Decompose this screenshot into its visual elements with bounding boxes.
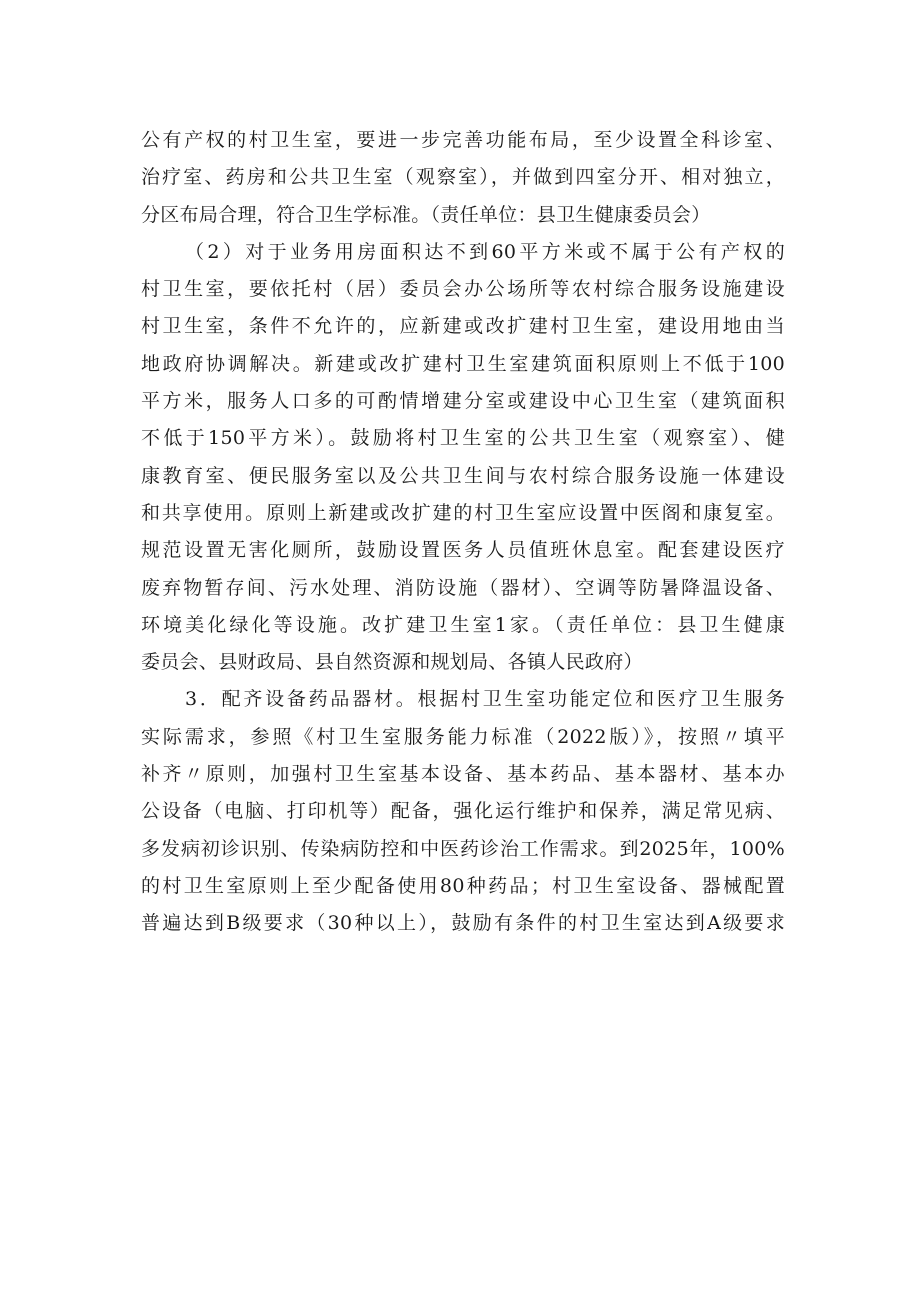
text-line: 分区布局合理，符合卫生学标准。（责任单位：县卫生健康委员会） — [141, 203, 711, 226]
document-body — [141, 122, 785, 943]
text-line: 公有产权的村卫生室，要进一步完善功能布局，至少设置全科诊室、 — [141, 129, 785, 151]
text-line: 环境美化绿化等设施。改扩建卫生室1家。（责任单位：县卫生健康 — [141, 613, 785, 636]
text-line: 废弃物暂存间、污水处理、消防设施（器材）、空调等防暑降温设备、 — [141, 576, 785, 599]
text-line: 村卫生室，要依托村（居）委员会办公场所等农村综合服务设施建设 — [141, 278, 785, 301]
text-line: 的村卫生室原则上至少配备使用80种药品；村卫生室设备、器械配置 — [141, 874, 785, 897]
text-line: 和共享使用。原则上新建或改扩建的村卫生室应设置中医阁和康复室。 — [141, 501, 785, 524]
paragraph-3 — [141, 681, 785, 942]
text-line: 不低于150平方米）。鼓励将村卫生室的公共卫生室（观察室）、健 — [141, 427, 785, 450]
text-line: 地政府协调解决。新建或改扩建村卫生室建筑面积原则上不低于100 — [141, 352, 785, 375]
paragraph-2 — [141, 234, 785, 682]
text-line: 治疗室、药房和公共卫生室（观察室），并做到四室分开、相对独立， — [141, 166, 785, 189]
text-line: 公设备（电脑、打印机等）配备，强化运行维护和保养，满足常见病、 — [141, 800, 785, 823]
text-line: 多发病初诊识别、传染病防控和中医药诊治工作需求。到2025年，100% — [141, 837, 785, 860]
text-line: 康教育室、便民服务室以及公共卫生间与农村综合服务设施一体建设 — [141, 464, 785, 487]
text-line: 3．配齐设备药品器材。根据村卫生室功能定位和医疗卫生服务 — [185, 688, 785, 711]
paragraph-1 — [141, 122, 785, 234]
text-line: （2）对于业务用房面积达不到60平方米或不属于公有产权的 — [185, 240, 785, 263]
text-line: 规范设置无害化厕所，鼓励设置医务人员值班休息室。配套建设医疗 — [141, 539, 785, 562]
text-line: 普遍达到B级要求（30种以上），鼓励有条件的村卫生室达到A级要求 — [141, 912, 785, 935]
text-line: 平方米，服务人口多的可酌情增建分室或建设中心卫生室（建筑面积 — [141, 390, 785, 413]
text-line: 委员会、县财政局、县自然资源和规划局、各镇人民政府） — [141, 651, 643, 674]
text-line: 村卫生室，条件不允许的，应新建或改扩建村卫生室，建设用地由当 — [141, 315, 785, 338]
text-line: 补齐〃原则，加强村卫生室基本设备、基本药品、基本器材、基本办 — [141, 763, 785, 786]
text-line: 实际需求，参照《村卫生室服务能力标准（2022版）》，按照〃填平 — [141, 725, 785, 748]
